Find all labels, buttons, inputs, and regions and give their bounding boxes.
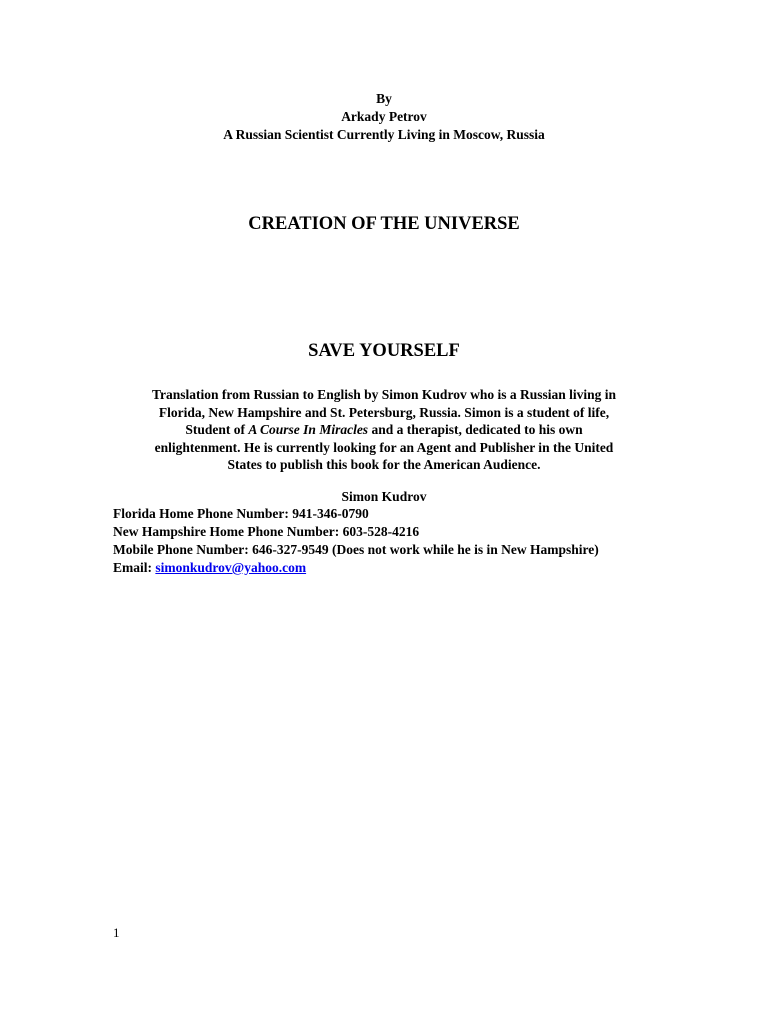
byline — [0, 90, 768, 144]
translation-line-3-start: Student of — [185, 422, 249, 437]
florida-phone: Florida Home Phone Number: 941-346-0790 — [113, 506, 369, 521]
translation-line-5: States to publish this book for the American Audience. — [227, 457, 541, 472]
contact-details — [113, 505, 713, 577]
subtitle: SAVE YOURSELF — [308, 341, 460, 361]
new-hampshire-phone: New Hampshire Home Phone Number: 603-528-4216 — [113, 524, 420, 539]
translation-line-1: Translation from Russian to English by Simon Kudrov who is a Russian living in — [151, 387, 616, 402]
contact-name: Simon Kudrov — [341, 489, 427, 504]
page-number: 1 — [113, 925, 120, 940]
translation-line-2: Florida, New Hampshire and St. Petersburg, Russia. Simon is a student of life, — [158, 404, 610, 420]
mobile-phone: Mobile Phone Number: 646-327-9549 (Does not work while he is in New Hampshire) — [113, 542, 599, 557]
translation-line-3 — [114, 421, 654, 439]
byline-by: By — [376, 91, 392, 106]
byline-author: Arkady Petrov — [341, 109, 427, 124]
book-title-reference: A Course In Miracles — [248, 422, 369, 437]
translation-note — [114, 386, 654, 474]
translation-line-4: enlightenment. He is currently looking for an Agent and Publisher in the United — [154, 439, 614, 455]
email-link[interactable]: simonkudrov@yahoo.com — [155, 560, 307, 575]
byline-description: A Russian Scientist Currently Living in Moscow, Russia — [223, 127, 545, 142]
main-title: CREATION OF THE UNIVERSE — [248, 214, 520, 234]
translation-line-3-end: and a therapist, dedicated to his own — [368, 422, 583, 437]
email-row — [113, 559, 713, 577]
email-label: Email: — [113, 560, 156, 575]
